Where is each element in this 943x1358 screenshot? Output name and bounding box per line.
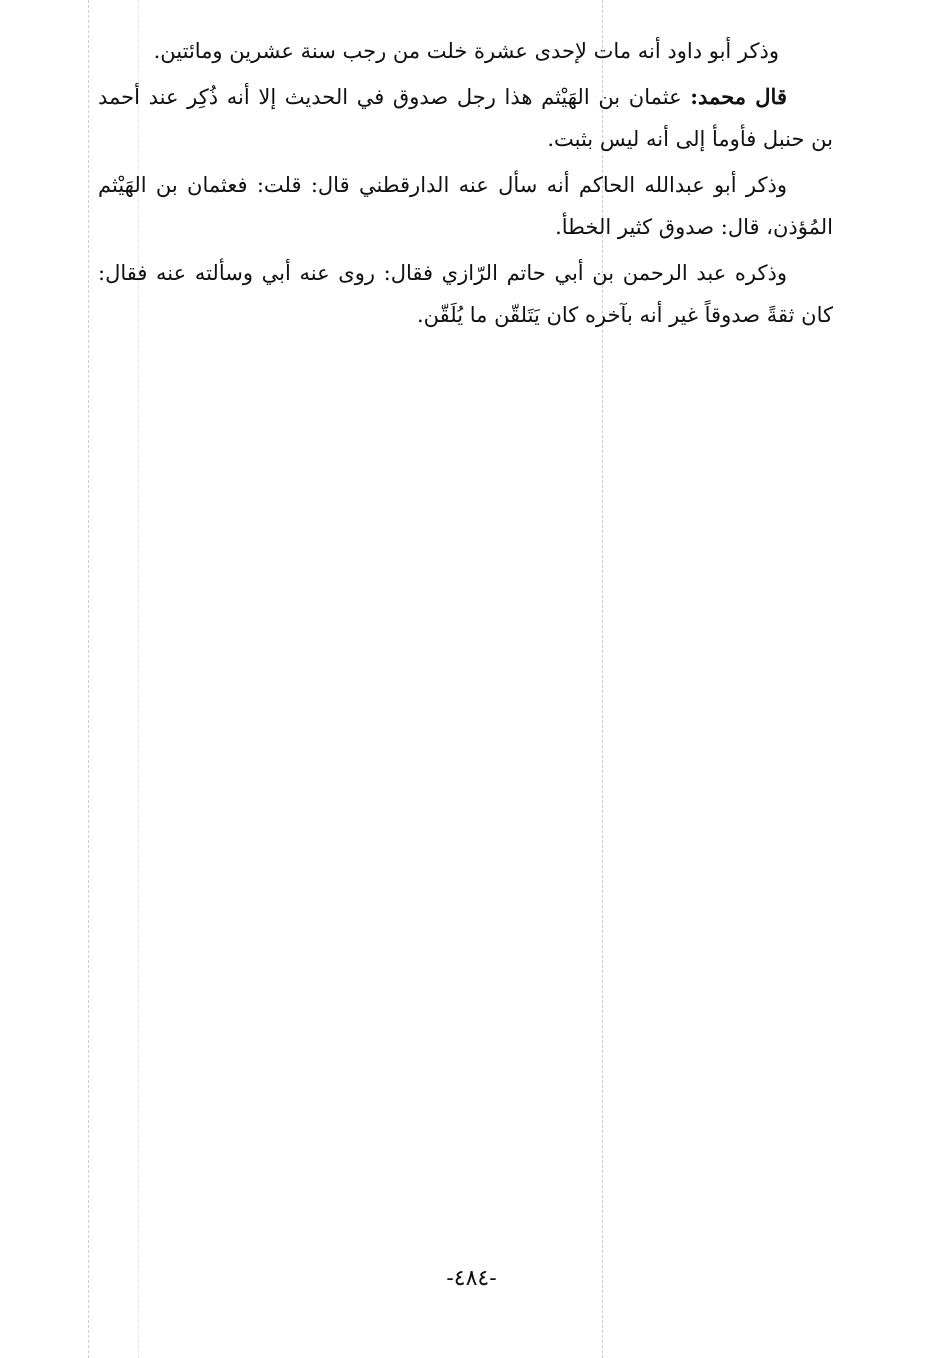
paragraph-text: وذكر أبو داود أنه مات لإحدى عشرة خلت من رجب سنة عشرين ومائتين.: [153, 39, 779, 63]
page-body-text: [98, 30, 833, 340]
paragraph-ibn-abi-hatim-report: [98, 252, 833, 336]
paragraph-label: قال محمد:: [690, 84, 787, 109]
paragraph-text: وذكر أبو عبدالله الحاكم أنه سأل عنه الدارقطني قال: قلت: فعثمان بن الهَيْثم المُؤذن، قال: صدوق كثير الخطأ.: [98, 173, 833, 239]
paragraph-death-date: [98, 30, 833, 72]
page-number: -٤٨٤-: [446, 1266, 497, 1291]
paragraph-text: وذكره عبد الرحمن بن أبي حاتم الرّازي فقال: روى عنه أبي وسألته عنه فقال: كان ثقةً صدوقاً غير أنه بآخره كان يَتَلقّن ما يُلَقّن.: [98, 261, 833, 327]
paragraph-text: عثمان بن الهَيْثم هذا رجل صدوق في الحديث إلا أنه ذُكِر عند أحمد بن حنبل فأومأ إلى أنه ليس بثبت.: [98, 85, 833, 151]
paragraph-hakim-report: [98, 164, 833, 248]
paragraph-muhammad-comment: [98, 76, 833, 160]
scan-guide-line: [88, 0, 89, 1358]
